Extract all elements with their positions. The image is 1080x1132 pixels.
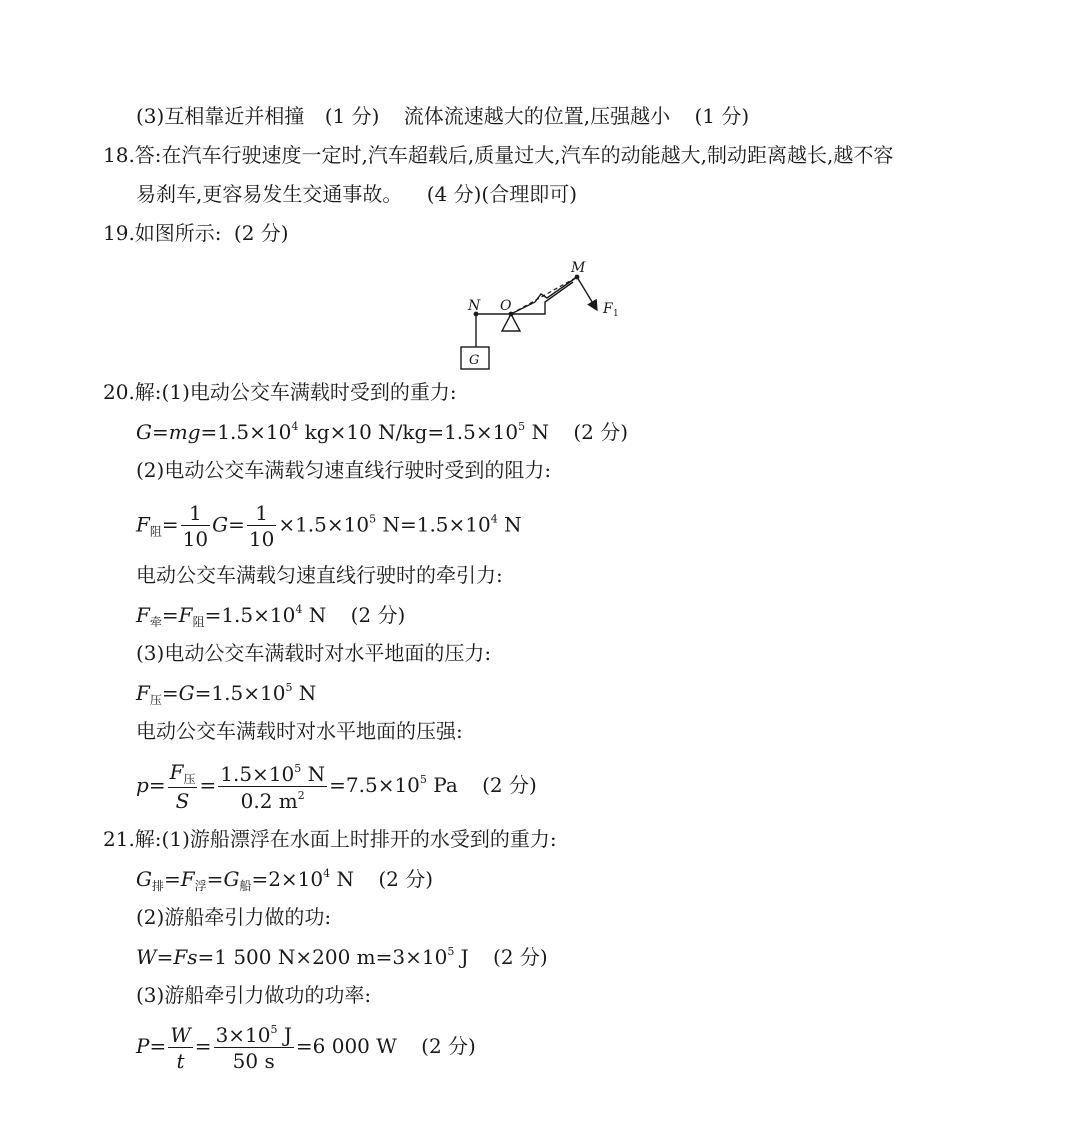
exponent: 5 [285,681,293,694]
eq-symbol: F [136,512,150,537]
eq-unit: N [525,420,549,444]
label-F-sub: 1 [613,309,619,319]
q21-eq3 [136,1024,476,1071]
eq-text: 1.5×10 [220,761,295,786]
q20-eq5 [136,762,537,811]
score: (2 分) [482,773,537,797]
label-O: O [500,298,512,314]
eq-text: =7.5×10 [329,773,420,797]
eq-symbol: G [212,512,229,537]
eq-symbol: W [136,945,157,969]
q21-eq2 [136,946,548,967]
eq-text: kg×10 N/kg=1.5×10 [298,420,519,444]
denominator: 50 s [232,1049,275,1073]
eq-sign: = [161,681,179,705]
q20-part2: (2)电动公交车满载匀速直线行驶时受到的阻力: [136,458,552,482]
exponent: 5 [270,1023,278,1036]
eq-symbol: G [136,420,152,444]
fraction [214,1024,294,1071]
q20-part3b: 电动公交车满载时对水平地面的压强: [136,719,463,743]
score: (2 分) [378,867,434,891]
q21-intro: 21.解:(1)游船漂浮在水面上时排开的水受到的重力: [103,827,557,851]
fraction [247,503,276,549]
q17-score-a: (1 分) [324,104,380,128]
q17-score-b: (1 分) [694,104,750,128]
eq-symbol: m [168,420,188,444]
eq-symbol: F [136,603,150,627]
subscript: 浮 [194,879,207,893]
eq-symbol: G [223,867,240,891]
eq-sign: = [164,867,181,891]
score: (2 分) [493,945,548,969]
q19-score: (2 分) [233,221,289,245]
exponent: 5 [369,512,377,526]
score: (2 分) [573,420,628,444]
score: (2 分) [421,1034,476,1058]
eq-unit: N [497,512,522,537]
numerator: 1 [181,503,210,526]
fraction [218,763,327,811]
eq-text: =1.5×10 [200,420,292,444]
eq-text: =2×10 [251,867,324,891]
subscript: 牵 [149,615,162,629]
subscript: 船 [239,879,252,893]
eq-symbol: s [187,945,198,969]
fraction [168,762,198,811]
q20-eq4 [136,682,316,706]
eq-symbol: F [173,945,188,969]
exponent: 5 [518,420,526,433]
q18-line2 [136,184,577,204]
q20-eq3 [136,604,405,628]
eq-sign: = [206,867,224,891]
eq-symbol: G [136,867,152,891]
denominator: t [176,1048,185,1073]
q18-line2-text: 易刹车,更容易发生交通事故。 [136,182,403,206]
eq-symbol: g [187,420,201,444]
eq-unit: N [301,761,326,786]
eq-sign: = [194,1034,212,1058]
fulcrum-triangle [502,314,520,331]
q21-part2: (2)游船牵引力做的功: [136,905,332,929]
fraction [181,503,210,549]
eq-symbol: F [178,603,193,627]
eq-text: =1.5×10 [204,603,296,627]
numerator: W [170,1022,191,1047]
label-N: N [468,298,481,314]
label-F: F [603,301,613,317]
eq-sign: = [199,773,217,797]
exponent: 5 [447,945,455,958]
eq-text: 0.2 m [240,788,298,813]
eq-sign: = [149,1034,167,1058]
exponent: 5 [419,773,427,786]
exponent: 4 [323,867,331,880]
eq-sign: = [156,945,174,969]
denominator: 10 [248,527,275,551]
subscript: 阻 [192,615,205,629]
force-arrow-F1 [577,277,597,310]
eq-unit: Pa [426,773,458,797]
eq-unit: N [330,867,354,891]
eq-text: 3×10 [215,1023,271,1047]
eq-symbol: F [180,867,195,891]
q20-part2b: 电动公交车满载匀速直线行驶时的牵引力: [136,563,503,587]
exponent: 4 [295,603,303,616]
subscript: 排 [151,879,164,893]
eq-text: =1.5×10 [194,681,286,705]
eq-unit: N [292,681,317,705]
q19-text: 19.如图所示: [103,221,222,245]
exponent: 5 [294,761,302,775]
numerator [218,763,327,787]
q19-line [103,223,289,243]
eq-symbol: P [136,1034,150,1058]
eq-sign: = [151,420,169,444]
eq-sign: = [161,603,179,627]
exponent: 4 [490,512,498,526]
eq-unit: J [454,945,469,969]
numerator: 1 [247,503,276,526]
numerator [214,1024,294,1048]
subscript: 压 [183,772,196,786]
eq-text: N=1.5×10 [376,512,491,537]
exponent: 4 [291,420,299,433]
q18-score: (4 分)(合理即可) [426,182,578,206]
exponent: 2 [297,788,305,802]
q20-eq1 [136,421,628,442]
q21-eq1 [136,868,433,892]
eq-symbol: G [178,681,195,705]
eq-text: ×1.5×10 [278,512,370,537]
lever-diagram [445,258,635,373]
subscript: 阻 [149,524,162,539]
label-G: G [469,353,480,368]
score: (2 分) [350,603,406,627]
label-M: M [571,260,586,276]
eq-symbol: F [136,681,150,705]
q20-intro: 20.解:(1)电动公交车满载时受到的重力: [103,380,457,404]
q20-eq2 [136,503,522,549]
denominator: 10 [182,527,209,551]
eq-unit: N [302,603,327,627]
q20-part3: (3)电动公交车满载时对水平地面的压力: [136,641,492,665]
q18-line1: 18.答:在汽车行驶速度一定时,汽车超载后,质量过大,汽车的动能越大,制动距离越长,越不容 [103,143,894,167]
q17-part3-reason: 流体流速越大的位置,压强越小 [403,104,671,128]
eq-symbol: F [169,760,184,784]
eq-sign: = [228,512,245,537]
denominator: S [175,789,190,813]
eq-text: =6 000 W [295,1034,397,1058]
denominator [218,787,327,811]
numerator [168,762,198,788]
eq-symbol: p [136,773,149,797]
eq-sign: = [148,773,166,797]
eq-sign: = [161,512,179,537]
q21-part3: (3)游船牵引力做功的功率: [136,983,372,1007]
q17-part3-answer: (3)互相靠近并相撞 [136,104,305,128]
fraction [168,1022,193,1073]
q17-part3-line [136,106,749,126]
eq-unit: J [277,1023,292,1047]
eq-text: =1 500 N×200 m=3×10 [197,945,448,969]
subscript: 压 [149,693,162,707]
